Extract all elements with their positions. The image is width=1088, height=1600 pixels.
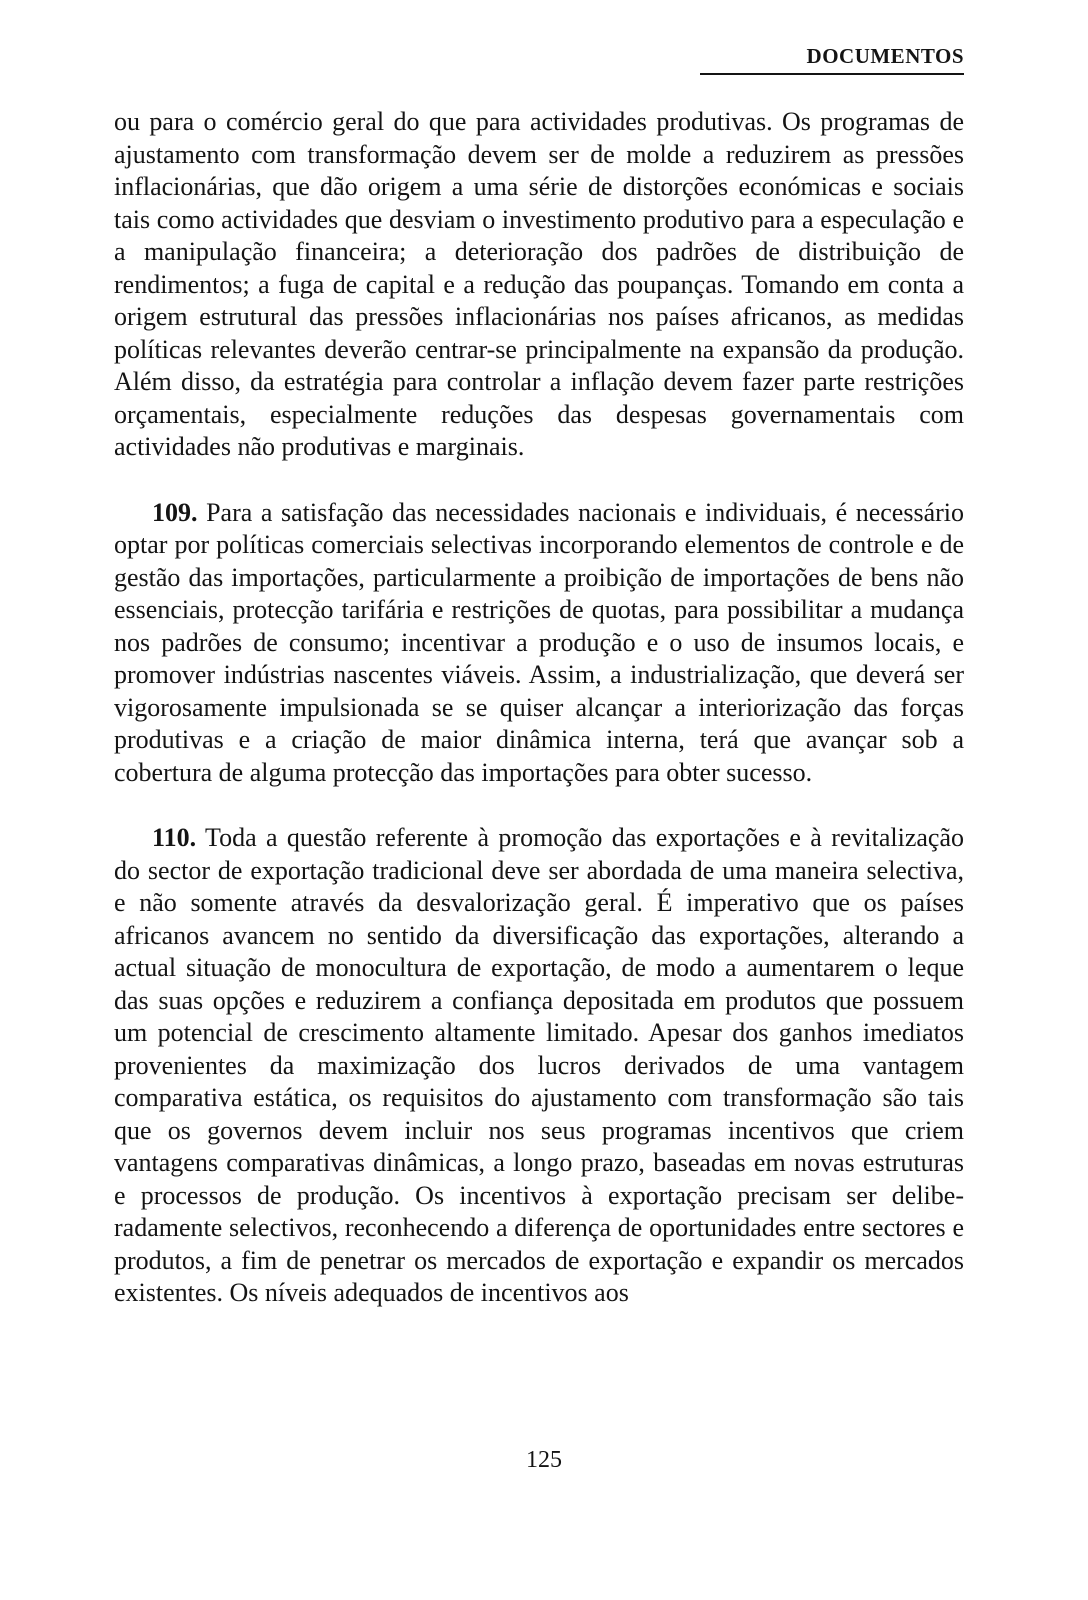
page-number: 125 xyxy=(526,1447,562,1473)
paragraph-gap xyxy=(114,789,964,822)
paragraph-continued xyxy=(114,106,964,464)
paragraph-110 xyxy=(114,822,964,1310)
paragraph-text: Para a satisfação das necessidades nacionais e individuais, é necessário optar por políticas comerciais selectivas incorporando elementos de controle e de gestão das importações, particularmente a proibição de importações de bens não essenciais, protecção tarifária e restrições de quotas, para possibilitar a mudança nos padrões de consumo; incentivar a produção e o uso de insumos locais, e promover indústrias nascentes viáveis. Assim, a industrialização, que deverá ser vigorosamente impulsionada se se quiser alcançar a interiorização das forças produtivas e a criação de maior dinâmica interna, terá que avançar sob a cobertura de alguma protecção das importações para obter sucesso. xyxy=(114,497,964,787)
running-header: DOCUMENTOS xyxy=(700,44,964,75)
body-text xyxy=(114,106,964,1310)
paragraph-109 xyxy=(114,497,964,790)
paragraph-text: Toda a questão referente à promoção das exportações e à revitalização do sector de exportação tradicional deve ser abordada de uma maneira selectiva, e não somente através da desvalorização geral. É imperativo que os países africanos avancem no sentido da diversificação das exportações, alterando a actual situação de monocultura de exportação, de modo a aumentarem o leque das suas opções e reduzirem a confiança depositada em produtos que possuem um potencial de crescimento altamente limitado. Apesar dos ganhos imediatos provenientes da maximização dos lucros derivados de uma vantagem comparativa estática, os requisitos do ajustamento com transformação são tais que os governos devem incluir nos seus programas incentivos que criem vantagens comparativas dinâmicas, a longo prazo, baseadas em novas estruturas e processos de produção. Os incentivos à exportação precisam ser deliberadamente selectivos, reconhecendo a diferença de oportunidades entre sectores e produtos, a fim de penetrar os mercados de exportação e expandir os mercados existentes. Os níveis adequados de incentivos aos xyxy=(114,823,964,1307)
paragraph-number: 109. xyxy=(152,497,198,527)
paragraph-number: 110. xyxy=(152,823,197,852)
paragraph-gap xyxy=(114,464,964,497)
paragraph-text: ou para o comércio geral do que para actividades produtivas. Os programas de ajustamento com transformação devem ser de molde a reduzirem as pressões inflacionárias, que dão origem a uma série de distorções económicas e sociais tais como actividades que desviam o investimento produtivo para a especulação e a manipulação financeira; a deterioração dos padrões de distribuição de rendimentos; a fuga de capital e a redução das poupanças. Tomando em conta a origem estrutural das pressões inflacionárias nos países africanos, as medidas políticas relevantes deverão centrar-se principalmente na expansão da produção. Além disso, da estratégia para controlar a inflação devem fazer parte restrições orçamentais, especialmente reduções das despesas governamentais com actividades não produtivas e marginais. xyxy=(114,107,964,461)
